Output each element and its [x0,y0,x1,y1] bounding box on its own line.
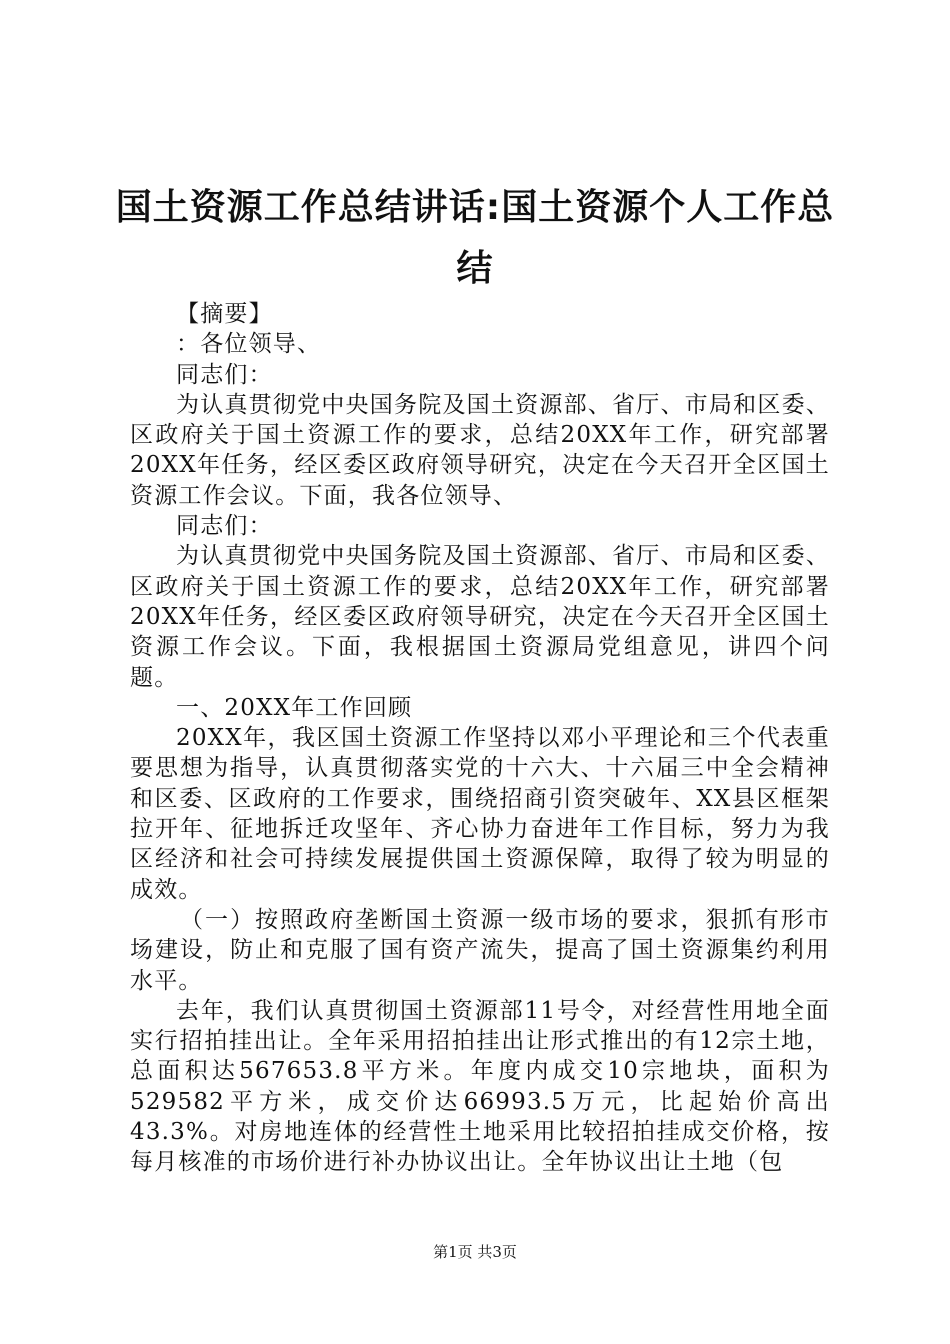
body-paragraph: 去年，我们认真贯彻国土资源部11号令，对经营性用地全面实行招拍挂出让。全年采用招拍挂出让形式推出的有12宗土地，总面积达567653.8平方米。年度内成交10宗地块，面积为529582平方米，成交价达66993.5万元，比起始价高出43.3%。对房地连体的经营性土地采用比较招拍挂成交价格，按每月核准的市场价进行补办协议出让。全年协议出让土地（包 [130,997,830,1176]
salutation-line: 同志们： [176,513,273,540]
body-paragraph: 20XX年，我区国土资源工作坚持以邓小平理论和三个代表重要思想为指导，认真贯彻落实党的十六大、十六届三中全会精神和区委、区政府的工作要求，围绕招商引资突破年、XX县区框架拉开年、征地拆迁攻坚年、齐心协力奋进年工作目标，努力为我区经济和社会可持续发展提供国土资源保障，取得了较为明显的成效。 [130,725,830,903]
body-paragraph: 为认真贯彻党中央国务院及国土资源部、省厅、市局和区委、区政府关于国土资源工作的要求，总结20XX年工作，研究部署20XX年任务，经区委区政府领导研究，决定在今天召开全区国土资源工作会议。下面，我各位领导、 [130,391,830,509]
salutation-line: 同志们： [176,361,273,388]
document-title-line-1: 国土资源工作总结讲话:国土资源个人工作总 [115,187,835,228]
salutation-line: ：各位领导、 [176,331,322,358]
abstract-heading: 【摘要】 [176,301,273,327]
document-title-line-2: 结 [456,248,494,289]
subsection-heading: （一）按照政府垄断国土资源一级市场的要求，狠抓有形市场建设，防止和克服了国有资产流失，提高了国土资源集约利用水平。 [130,906,830,994]
document-body [130,299,830,1178]
body-paragraph: 为认真贯彻党中央国务院及国土资源部、省厅、市局和区委、区政府关于国土资源工作的要求，总结20XX年工作，研究部署20XX年任务，经区委区政府领导研究，决定在今天召开全区国土资源工作会议。下面，我根据国土资源局党组意见，讲四个问题。 [130,543,830,691]
section-heading: 一、20XX年工作回顾 [176,694,413,721]
page-footer: 第1页 共3页 [433,1243,517,1261]
